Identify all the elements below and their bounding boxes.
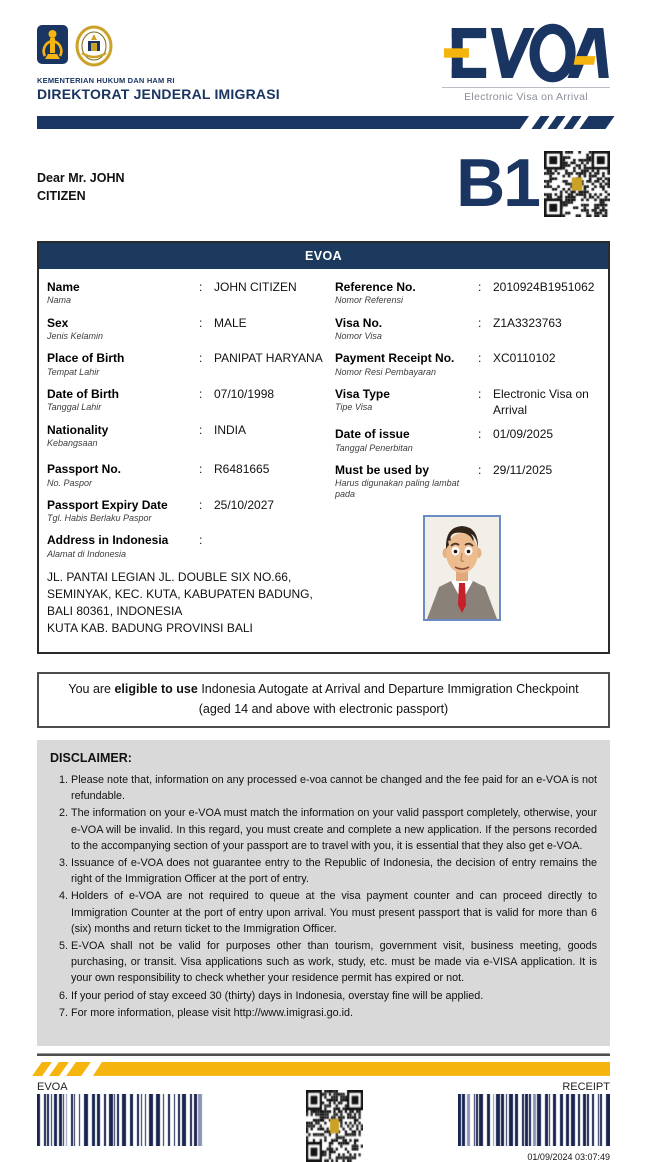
colon: :: [478, 351, 482, 366]
ministry-name: KEMENTERIAN HUKUM DAN HAM RI: [37, 76, 175, 85]
disclaimer-item: 2. The information on your e-VOA must match the information on your valid passport completely, otherwise, your e-VOA will be invalid. In this regard, you must create and complete a new application. If the persons recorded to the accompanying section of your passport are to travel with you, it is essential that they also get e-VOA.: [71, 805, 597, 854]
field-must-be-used-by: [335, 463, 598, 501]
field-visa-type: [335, 387, 598, 418]
field-value: JOHN CITIZEN: [214, 280, 297, 294]
colon: :: [478, 386, 482, 401]
greeting-line2: CITIZEN: [37, 189, 86, 204]
colon: :: [199, 533, 203, 548]
visa-qr-code: [544, 151, 610, 217]
visa-class-code: B1: [456, 145, 539, 221]
field-value: Z1A3323763: [493, 315, 562, 330]
field-sublabel: Tgl. Habis Berlaku Paspor: [47, 513, 152, 524]
colon: :: [199, 462, 203, 477]
field-label: Nationality: [47, 422, 109, 437]
field-sex: [47, 316, 335, 343]
gold-bar-solid: [93, 1062, 610, 1076]
disclaimer-section: [37, 740, 610, 1046]
field-value: 29/11/2025: [493, 462, 553, 477]
field-label: Sex: [47, 315, 69, 330]
field-address: [47, 533, 335, 560]
address-line: JL. PANTAI LEGIAN JL. DOUBLE SIX NO.66,: [47, 570, 292, 585]
field-sublabel: No. Paspor: [47, 477, 93, 488]
footer-left: [37, 1081, 205, 1162]
colon: :: [199, 351, 203, 366]
field-passport-no: [47, 462, 335, 489]
table-title: EVOA: [39, 243, 608, 269]
autogate-text-post: Indonesia Autogate at Arrival and Departure Immigration Checkpoint: [197, 682, 579, 697]
field-value: 01/09/2025: [493, 427, 554, 442]
colon: :: [199, 280, 203, 294]
pengayoman-ministry-logo-icon: [37, 25, 68, 69]
field-label: Place of Birth: [47, 351, 125, 366]
field-label: Date of issue: [335, 427, 410, 442]
table-right-column: [335, 280, 598, 636]
gold-bar-stripe: [49, 1062, 69, 1076]
navy-bar-stripe: [531, 116, 549, 129]
field-value: 07/10/1998: [214, 386, 275, 401]
field-label: Reference No.: [335, 280, 416, 294]
imigrasi-emblem-icon: [74, 25, 114, 72]
colon: :: [199, 315, 203, 330]
field-reference-no: [335, 280, 598, 307]
field-sublabel: Tempat Lahir: [47, 366, 100, 377]
navy-bar-stripe: [547, 116, 565, 129]
colon: :: [478, 315, 482, 330]
field-sublabel: Harus digunakan paling lambat pada: [335, 478, 460, 500]
field-value: [212, 533, 335, 560]
field-value: 2010924B1951062: [493, 280, 595, 294]
gold-bar-stripe-wide: [66, 1062, 91, 1076]
field-sublabel: Nama: [47, 295, 72, 306]
colon: :: [478, 427, 482, 442]
field-label: Visa No.: [335, 315, 383, 330]
government-logos: [37, 25, 280, 72]
autogate-text-bold: eligible to use: [114, 682, 198, 697]
address-block: [47, 569, 335, 636]
colon: :: [478, 280, 482, 294]
field-visa-no: [335, 316, 598, 343]
address-line: SEMINYAK, KEC. KUTA, KABUPATEN BADUNG,: [47, 586, 313, 601]
footer: [37, 1081, 610, 1162]
evoa-logo-subtitle: Electronic Visa on Arrival: [442, 87, 610, 103]
navy-bar-stripe-wide: [579, 116, 614, 129]
receipt-barcode: [458, 1094, 610, 1146]
colon: :: [199, 422, 203, 437]
field-sublabel: Alamat di Indonesia: [47, 548, 127, 559]
navy-bar-solid: [37, 116, 529, 129]
field-place-of-birth: [47, 351, 335, 378]
field-value: Electronic Visa on Arrival: [493, 386, 589, 417]
field-label: Name: [47, 280, 80, 294]
colon: :: [478, 462, 482, 477]
disclaimer-item: 3. Issuance of e-VOA does not guarantee entry to the Republic of Indonesia, the decision of entry remains the right of the Immigration Officer at the port of entry.: [71, 855, 597, 887]
field-value: MALE: [214, 315, 247, 330]
field-name: [47, 280, 335, 307]
field-label: Visa Type: [335, 386, 390, 401]
field-label: Date of Birth: [47, 386, 119, 401]
field-date-of-birth: [47, 387, 335, 414]
disclaimer-list: [50, 772, 597, 1021]
footer-right: [458, 1081, 610, 1162]
disclaimer-item: 4. Holders of e-VOA are not required to queue at the visa payment counter and can proceed directly to Immigration Counter at the port of entry upon arrival. You must present passport that is valid for more than 6 (six) months and return ticket to the Immigration Officer.: [71, 888, 597, 937]
disclaimer-title: DISCLAIMER:: [50, 751, 132, 766]
field-nationality: [47, 423, 335, 450]
field-label: Must be used by: [335, 462, 430, 477]
field-sublabel: Nomor Referensi: [335, 295, 404, 306]
field-sublabel: Tipe Visa: [335, 402, 373, 413]
autogate-text-line2: (aged 14 and above with electronic passport): [198, 701, 449, 716]
disclaimer-item: 6. If your period of stay exceed 30 (thirty) days in Indonesia, overstay fine will be applied.: [71, 988, 597, 1004]
field-payment-receipt-no: [335, 351, 598, 378]
receipt-timestamp: 01/09/2024 03:07:49: [527, 1151, 610, 1162]
field-value: INDIA: [214, 422, 247, 437]
field-passport-expiry: [47, 498, 335, 525]
evoa-barcode-label: EVOA: [37, 1080, 68, 1093]
field-sublabel: Tanggal Penerbitan: [335, 442, 413, 453]
field-sublabel: Tanggal Lahir: [47, 402, 102, 413]
field-label: Address in Indonesia: [47, 533, 169, 548]
colon: :: [199, 497, 203, 512]
field-sublabel: Jenis Kelamin: [47, 331, 104, 342]
greeting: [37, 151, 125, 217]
field-sublabel: Nomor Resi Pembayaran: [335, 366, 437, 377]
colon: :: [199, 386, 203, 401]
header: [37, 25, 610, 103]
table-left-column: [47, 280, 335, 636]
disclaimer-item: 7. For more information, please visit http://www.imigrasi.go.id.: [71, 1005, 597, 1021]
gold-bar-stripe: [32, 1062, 52, 1076]
visa-class-block: [456, 145, 610, 221]
disclaimer-item: 1. Please note that, information on any processed e-voa cannot be changed and the fee paid for an e-VOA is not refundable.: [71, 772, 597, 804]
field-label: Passport No.: [47, 462, 122, 477]
field-date-of-issue: [335, 427, 598, 454]
field-label: Payment Receipt No.: [335, 351, 455, 366]
navy-bar-stripe: [563, 116, 581, 129]
evoa-barcode: [37, 1094, 205, 1146]
gray-divider-rule: [37, 1053, 610, 1056]
autogate-text-pre: You are: [68, 682, 115, 697]
address-line: KUTA KAB. BADUNG PROVINSI BALI: [47, 620, 253, 635]
receipt-barcode-label: RECEIPT: [562, 1080, 610, 1093]
field-value: PANIPAT HARYANA: [214, 351, 323, 366]
field-value: R6481665: [214, 462, 270, 477]
header-right: [442, 25, 610, 103]
gold-divider-bar: [37, 1062, 610, 1076]
applicant-photo: [423, 515, 501, 621]
header-left: [37, 25, 280, 102]
table-body: [39, 269, 608, 652]
directorate-name: DIREKTORAT JENDERAL IMIGRASI: [37, 86, 280, 102]
field-value: 25/10/2027: [214, 497, 275, 512]
field-sublabel: Nomor Visa: [335, 331, 382, 342]
navy-divider-bar: [37, 116, 610, 129]
greeting-line1: Dear Mr. JOHN: [37, 171, 125, 185]
field-sublabel: Kebangsaan: [47, 437, 98, 448]
evoa-logo-icon: [442, 65, 610, 82]
greeting-row: [37, 145, 610, 221]
visa-data-table: [37, 241, 610, 654]
footer-qr-code: [306, 1090, 363, 1162]
address-line: BALI 80361, INDONESIA: [47, 603, 183, 618]
disclaimer-item: 5. E-VOA shall not be valid for purposes other than tourism, government visit, business meeting, goods purchasing, or transit. Visa applications such as work, study, etc. must be made via e-VISA application. It is your own responsibility to check whether your residence permit has expired or not.: [71, 938, 597, 987]
field-label: Passport Expiry Date: [47, 497, 168, 512]
autogate-eligibility-notice: [37, 672, 610, 728]
field-value: XC0110102: [493, 351, 556, 366]
